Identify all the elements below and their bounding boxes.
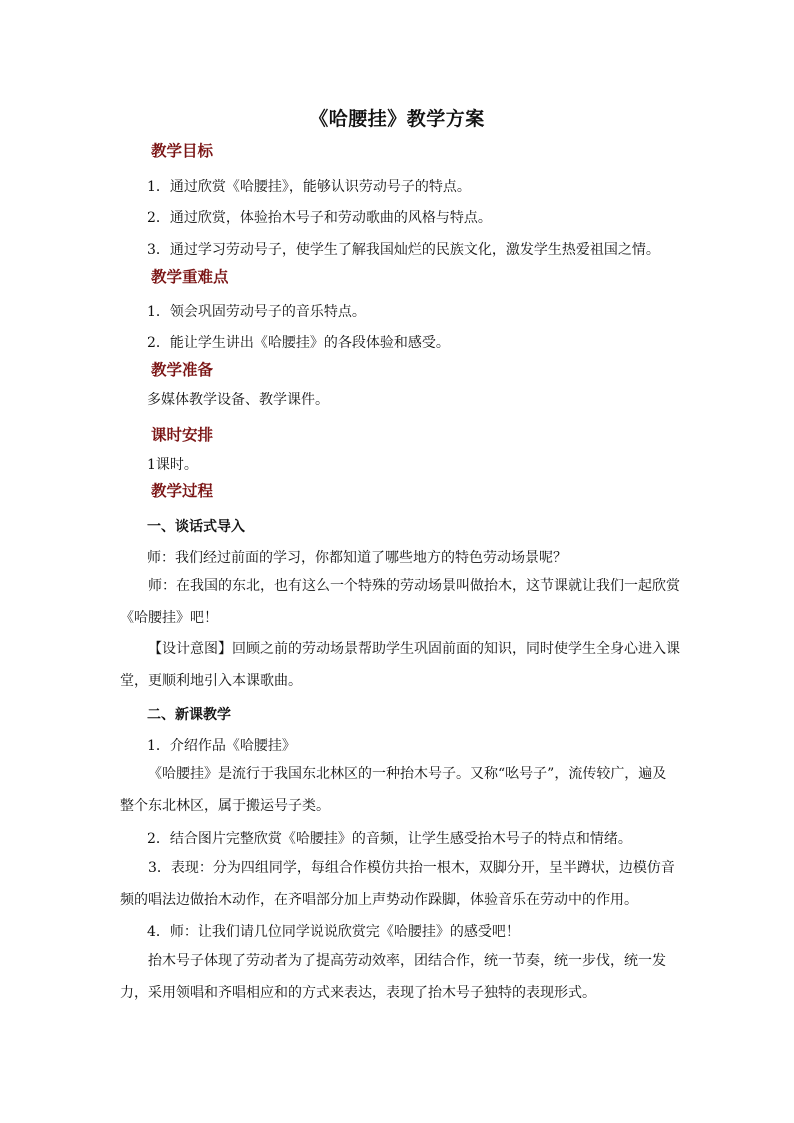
goal-item-3: 3．通过学习劳动号子，使学生了解我国灿烂的民族文化，激发学生热爱祖国之情。 [147,242,660,258]
heading-teaching-process: 教学过程 [151,481,214,500]
new-lesson-step-1: 1．介绍作品《哈腰挂》 [147,738,296,754]
key-point-item-2: 2．能让学生讲出《哈腰挂》的各段体验和感受。 [147,335,450,351]
key-point-item-1: 1．领会巩固劳动号子的音乐特点。 [147,304,366,320]
subheading-introduction: 一、谈话式导入 [147,519,245,535]
new-lesson-step-3: 3．表现：分为四组同学，每组合作模仿共抬一根木，双脚分开，呈半蹲状，边模仿音频的唱法边做抬木动作，在齐唱部分加上声势动作跺脚，体验音乐在劳动中的作用。 [120,860,675,908]
design-intent-paragraph: 【设计意图】回顾之前的劳动场景帮助学生巩固前面的知识，同时使学生全身心进入课堂，更顺利地引入本课歌曲。 [120,641,680,689]
heading-teaching-goals: 教学目标 [151,141,214,160]
heading-schedule: 课时安排 [151,425,214,444]
schedule-text: 1课时。 [147,457,198,473]
new-lesson-step-4: 4．师：让我们请几位同学说说欣赏完《哈腰挂》的感受吧！ [147,924,520,940]
new-lesson-step-2: 2．结合图片完整欣赏《哈腰挂》的音频，让学生感受抬木号子的特点和情绪。 [147,831,632,847]
goal-item-2: 2．通过欣赏，体验抬木号子和劳动歌曲的风格与特点。 [147,210,492,226]
work-introduction-paragraph: 《哈腰挂》是流行于我国东北林区的一种抬木号子。又称“吆号子”，流传较广，遍及整个东北林区，属于搬运号子类。 [120,766,667,814]
heading-key-points: 教学重难点 [151,267,229,286]
intro-paragraph-1: 师：我们经过前面的学习，你都知道了哪些地方的特色劳动场景呢？ [147,550,567,566]
heading-preparation: 教学准备 [151,360,214,379]
preparation-text: 多媒体教学设备、教学课件。 [147,392,329,408]
goal-item-1: 1．通过欣赏《哈腰挂》，能够认识劳动号子的特点。 [147,179,471,195]
intro-paragraph-2: 师：在我国的东北，也有这么一个特殊的劳动场景叫做抬木，这节课就让我们一起欣赏《哈腰挂》吧！ [120,578,680,626]
summary-paragraph: 抬木号子体现了劳动者为了提高劳动效率，团结合作，统一节奏，统一步伐，统一发力，采用领唱和齐唱相应和的方式来表达，表现了抬木号子独特的表现形式。 [120,953,666,1001]
document-title: 《哈腰挂》教学方案 [309,108,485,130]
subheading-new-lesson: 二、新课教学 [147,707,231,723]
